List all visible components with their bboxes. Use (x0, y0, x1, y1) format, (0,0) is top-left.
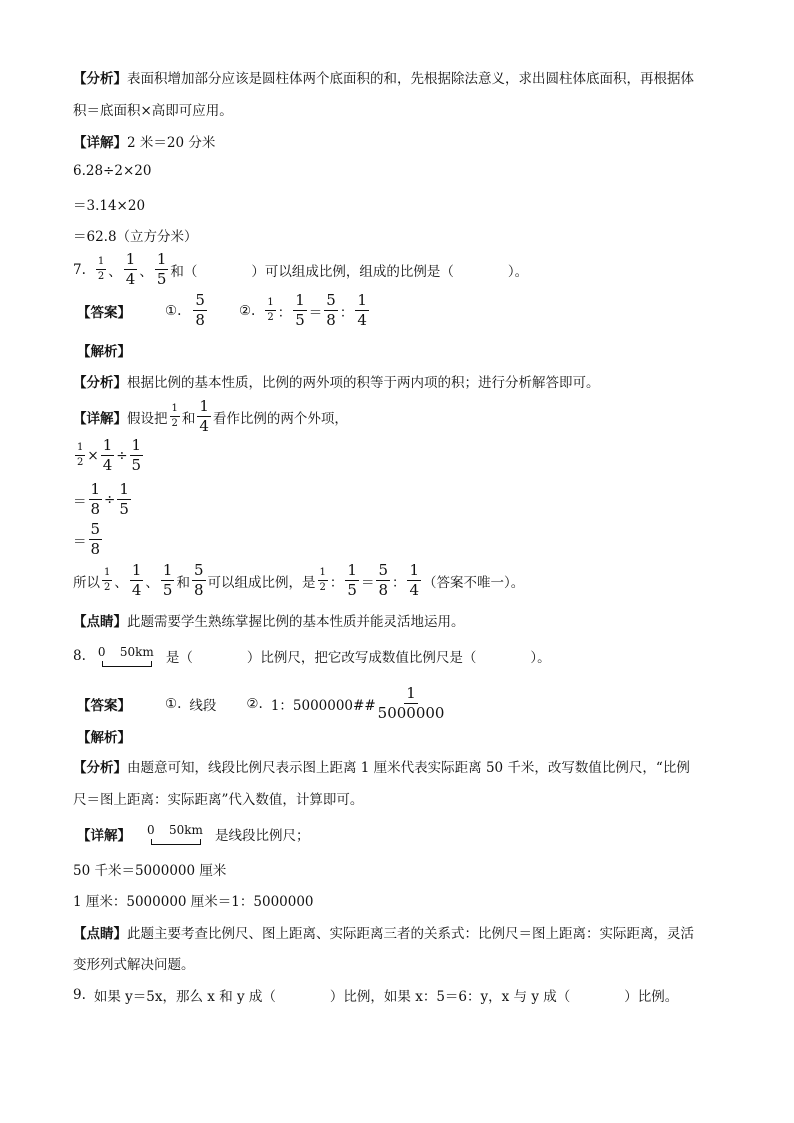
numerator: 1 (75, 443, 85, 456)
fraction (102, 568, 112, 593)
expression-line-2 (73, 482, 133, 517)
analysis-text: 表面积增加部分应该是圆柱体两个底面积的和，先根据除法意义，求出圆柱体底面积，再根据体 (127, 71, 694, 87)
ratio-colon: ： (391, 574, 406, 591)
detail-tag: 【详解】 (77, 828, 131, 844)
separator: 、 (114, 574, 128, 591)
fraction (89, 522, 103, 557)
fraction (124, 252, 138, 287)
fraction (378, 686, 445, 721)
fraction (170, 404, 180, 429)
denominator: 8 (90, 500, 101, 518)
analysis-tag: 【分析】 (73, 375, 127, 391)
scale-distance-label: 50km (169, 823, 203, 837)
fraction (192, 563, 206, 598)
answer-marker: ②. (238, 302, 256, 319)
analysis-8-line-2 (73, 788, 363, 808)
denominator: 4 (199, 417, 209, 435)
analysis-text: 尺＝图上距离：实际距离”代入数值，计算即可。 (73, 792, 364, 808)
calc-text: ＝62.8（立方分米） (73, 229, 198, 245)
question-text: 和（ ）可以组成比例，组成的比例是（ ）。 (170, 263, 529, 280)
conclusion-text: 可以组成比例，是 (207, 574, 316, 591)
operator: × (87, 447, 99, 464)
equals-sign: ＝ (360, 574, 375, 591)
answer-7 (73, 293, 371, 328)
key-point-tag: 【点睛】 (73, 926, 127, 942)
numerator: 1 (125, 250, 136, 268)
detail-8-line-3 (73, 890, 314, 910)
question-8 (73, 645, 551, 667)
scale-zero-label: 0 (97, 645, 106, 659)
calc-text: ＝3.14×20 (73, 198, 146, 214)
fraction (101, 438, 115, 473)
denominator: 2 (171, 418, 178, 429)
denominator: 8 (378, 581, 388, 599)
explanation-8 (73, 726, 131, 746)
fraction (293, 293, 307, 328)
numerator: 1 (90, 480, 101, 498)
calc-text: 6.28÷2×20 (73, 163, 152, 179)
detail-text: 假设把 (127, 410, 168, 427)
answer-marker: ②. (246, 695, 263, 712)
scale-zero-label: 0 (147, 823, 155, 837)
question-text: 是（ ）比例尺，把它改写成数值比例尺是（ ）。 (165, 650, 551, 666)
answer-tag: 【答案】 (77, 697, 131, 714)
numerator: 1 (131, 436, 142, 454)
denominator: 8 (193, 581, 204, 599)
denominator: 5 (131, 456, 142, 474)
calc-line-3 (73, 225, 198, 245)
fraction (345, 563, 359, 598)
conclusion-text: （答案不唯一）。 (423, 574, 525, 591)
denominator: 5 (295, 311, 305, 329)
expression-line-3 (73, 522, 104, 557)
numerator: 1 (406, 684, 416, 702)
answer-text: 1：5000000## (270, 697, 376, 714)
answer-text: 线段 (189, 697, 217, 714)
denominator: 2 (97, 271, 105, 282)
ratio-colon: ： (329, 574, 344, 591)
key-point-tag: 【点睛】 (73, 614, 127, 630)
analysis-text: 由题意可知，线段比例尺表示图上距离 1 厘米代表实际距离 50 千米，改写数值比例尺，“比例 (127, 760, 690, 776)
fraction (193, 293, 207, 328)
analysis-8-line-1 (73, 756, 690, 776)
fraction (89, 482, 103, 517)
detail-8 (73, 823, 310, 845)
operator: ÷ (116, 447, 128, 464)
analysis-line-1 (73, 67, 694, 87)
detail-7 (73, 399, 348, 434)
denominator: 4 (131, 581, 142, 599)
fraction (265, 298, 275, 323)
answer-marker: ①. (165, 695, 182, 712)
numerator: 1 (102, 436, 113, 454)
analysis-tag: 【分析】 (73, 760, 127, 776)
detail-tag: 【详解】 (73, 135, 127, 151)
numerator: 1 (156, 250, 167, 268)
separator: 、 (145, 574, 159, 591)
fraction (407, 563, 421, 598)
scale-bar (151, 839, 201, 845)
numerator: 1 (131, 561, 142, 579)
question-9 (73, 985, 678, 1005)
numerator: 1 (357, 291, 367, 309)
calc-line-2 (73, 194, 145, 214)
question-number: 9. (73, 987, 86, 1003)
fraction (75, 443, 85, 468)
numerator: 5 (90, 520, 101, 538)
explanation-7 (73, 340, 131, 360)
question-number: 7. (73, 261, 86, 278)
detail-text: 1 厘米：5000000 厘米＝1：5000000 (73, 894, 314, 910)
denominator: 8 (195, 311, 205, 329)
fraction (130, 438, 144, 473)
numerator: 1 (119, 480, 129, 498)
detail-text: 和 (181, 410, 196, 427)
fraction (376, 563, 390, 598)
calc-line-1 (73, 163, 151, 179)
expression-line-1 (73, 438, 145, 473)
fraction (318, 568, 328, 593)
explanation-tag: 【解析】 (77, 730, 131, 746)
answer-8 (73, 686, 446, 721)
numerator: 1 (265, 298, 275, 311)
question-7 (73, 252, 528, 287)
fraction (197, 399, 211, 434)
numerator: 1 (102, 568, 112, 581)
separator: 、 (139, 263, 153, 280)
conclusion-text: 和 (176, 574, 190, 591)
denominator: 4 (102, 456, 113, 474)
numerator: 1 (295, 291, 305, 309)
key-point-text: 此题需要学生熟练掌握比例的基本性质并能灵活地运用。 (127, 614, 465, 630)
denominator: 5 (162, 581, 173, 599)
key-point-text: 变形列式解决问题。 (73, 957, 195, 973)
detail-text: 50 千米＝5000000 厘米 (73, 863, 227, 879)
detail-tag: 【详解】 (73, 410, 127, 427)
analysis-7 (73, 371, 600, 391)
detail-8-line-2 (73, 859, 226, 879)
numerator: 1 (199, 397, 209, 415)
numerator: 1 (347, 561, 357, 579)
conclusion-text: 所以 (73, 574, 100, 591)
ratio-colon: ： (339, 304, 354, 321)
equals-sign: ＝ (73, 533, 87, 550)
denominator: 8 (326, 311, 336, 329)
denominator: 5 (347, 581, 357, 599)
numerator: 5 (195, 291, 205, 309)
key-point-text: 此题主要考查比例尺、图上距离、实际距离三者的关系式：比例尺＝图上距离：实际距离，灵活 (127, 926, 694, 942)
conclusion-7 (73, 563, 524, 598)
separator: 、 (108, 263, 122, 280)
fraction (117, 482, 131, 517)
numerator: 5 (326, 291, 336, 309)
denominator: 4 (357, 311, 367, 329)
analysis-text: 根据比例的基本性质，比例的两外项的积等于两内项的积；进行分析解答即可。 (127, 375, 600, 391)
key-point-7 (73, 610, 465, 630)
fraction (130, 563, 144, 598)
denominator: 2 (319, 582, 326, 593)
numerator: 1 (96, 257, 106, 270)
numerator: 1 (409, 561, 420, 579)
detail-text: 看作比例的两个外项， (212, 410, 348, 427)
analysis-line-2 (73, 99, 233, 119)
analysis-text: 积＝底面积×高即可应用。 (73, 103, 233, 119)
denominator: 2 (267, 312, 274, 323)
operator: ÷ (104, 491, 116, 508)
scale-bar (102, 661, 152, 667)
fraction (96, 257, 106, 282)
answer-marker: ①. (165, 302, 182, 319)
denominator: 2 (77, 457, 84, 468)
explanation-tag: 【解析】 (77, 344, 131, 360)
equals-sign: ＝ (73, 493, 87, 510)
scale-distance-label: 50km (119, 645, 154, 659)
denominator: 4 (409, 581, 420, 599)
question-number: 8. (73, 648, 86, 664)
analysis-tag: 【分析】 (73, 71, 127, 87)
key-point-8-line-1 (73, 922, 694, 942)
fraction (161, 563, 175, 598)
denominator: 5 (156, 270, 167, 288)
denominator: 5 (119, 500, 129, 518)
ratio-colon: ： (277, 304, 292, 321)
key-point-8-line-2 (73, 953, 195, 973)
answer-tag: 【答案】 (77, 304, 131, 321)
detail-line-1 (73, 131, 215, 151)
numerator: 5 (378, 561, 388, 579)
numerator: 1 (162, 561, 173, 579)
numerator: 1 (318, 568, 328, 581)
equals-sign: ＝ (308, 304, 323, 321)
fraction (355, 293, 369, 328)
denominator: 5000000 (377, 704, 445, 722)
detail-text: 2 米＝20 分米 (127, 135, 216, 151)
question-text: 如果 y＝5x，那么 x 和 y 成（ ）比例，如果 x：5＝6：y，x 与 y 成（ ）比例。 (93, 989, 679, 1005)
numerator: 5 (193, 561, 204, 579)
denominator: 2 (104, 582, 111, 593)
numerator: 1 (170, 404, 180, 417)
denominator: 8 (90, 540, 101, 558)
line-scale-graphic (98, 645, 156, 667)
denominator: 4 (125, 270, 136, 288)
fraction (324, 293, 338, 328)
line-scale-graphic (147, 823, 205, 845)
fraction (155, 252, 169, 287)
detail-text: 是线段比例尺； (215, 828, 310, 844)
